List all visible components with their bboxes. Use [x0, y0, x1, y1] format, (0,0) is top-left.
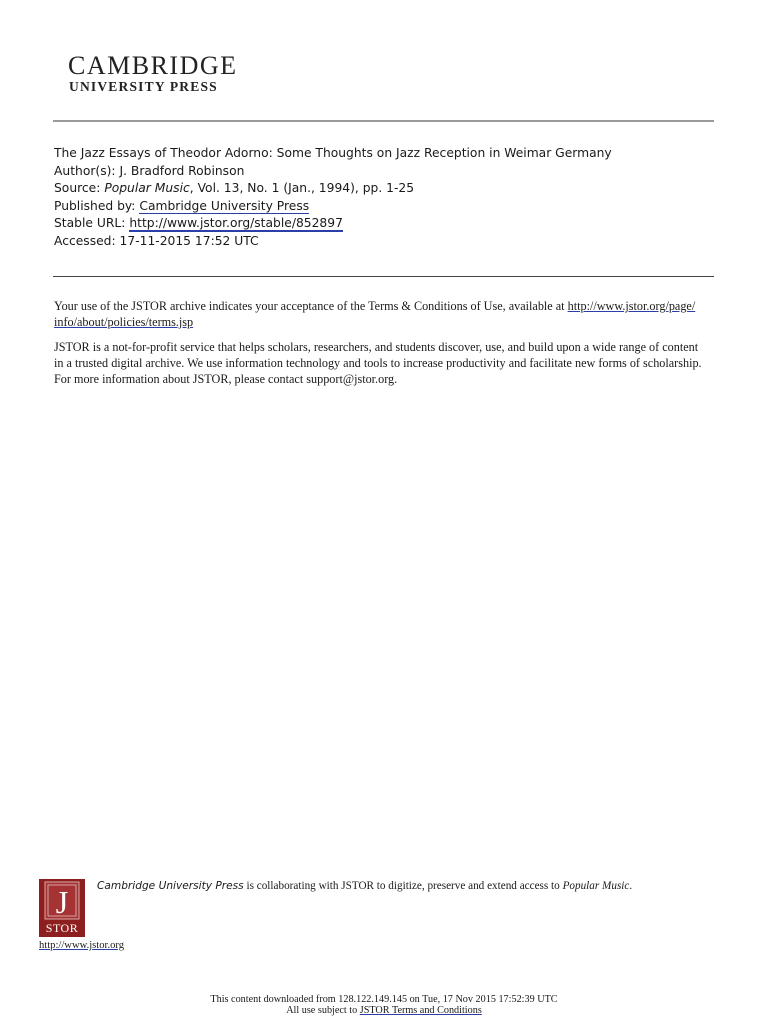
- author-line: [54, 163, 734, 181]
- accessed-line: [54, 233, 734, 251]
- collab-journal: Popular Music: [562, 880, 630, 892]
- publisher-logo-main: CAMBRIDGE: [68, 51, 238, 80]
- author-name: J. Bradford Robinson: [119, 163, 245, 178]
- about-line-2: in a trusted digital archive. We use information technology and tools to increase productivity and facilitate new forms of scholarship.: [54, 355, 702, 370]
- publisher-logo-sub: UNIVERSITY PRESS: [69, 79, 218, 94]
- about-jstor: [54, 340, 754, 387]
- source-details: , Vol. 13, No. 1 (Jan., 1994), pp. 1-25: [189, 181, 415, 195]
- collab-middle: is collaborating with JSTOR to digitize, preserve and extend access to: [243, 880, 563, 892]
- terms-notice: [54, 299, 724, 331]
- usage-notice: [0, 1005, 768, 1017]
- author-label: Author(s):: [54, 163, 116, 178]
- article-title: The Jazz Essays of Theodor Adorno: Some Thoughts on Jazz Reception in Weimar Germany: [54, 146, 612, 160]
- stable-url-label: Stable URL:: [54, 216, 126, 230]
- accessed-label: Accessed:: [54, 233, 116, 248]
- jstor-logo-letter: J: [55, 884, 69, 920]
- stable-url-link[interactable]: http://www.jstor.org/stable/852897: [129, 216, 343, 230]
- citation-block: [54, 145, 734, 250]
- terms-link-continued[interactable]: info/about/policies/terms.jsp: [54, 314, 194, 329]
- usage-prefix: All use subject to: [286, 1005, 360, 1016]
- about-line-3: For more information about JSTOR, please contact support@jstor.org.: [54, 371, 398, 386]
- terms-link[interactable]: http://www.jstor.org/page/: [567, 299, 696, 313]
- collaboration-statement: [97, 880, 632, 892]
- download-notice: This content downloaded from 128.122.149.145 on Tue, 17 Nov 2015 17:52:39 UTC: [210, 994, 558, 1005]
- publisher-link[interactable]: Cambridge University Press: [139, 198, 310, 213]
- source-line: [54, 180, 734, 198]
- top-divider: [53, 120, 714, 122]
- middle-divider: [53, 276, 714, 277]
- source-label: Source:: [54, 181, 101, 195]
- terms-text: Your use of the JSTOR archive indicates your acceptance of the Terms & Conditions of Use, available at: [54, 299, 565, 313]
- collab-end: .: [629, 880, 633, 892]
- journal-name: Popular Music: [104, 181, 190, 195]
- collab-publisher: Cambridge University Press: [97, 880, 244, 892]
- stable-url-line: [54, 215, 734, 233]
- jstor-logo: [39, 879, 85, 937]
- accessed-date: 17-11-2015 17:52 UTC: [119, 233, 259, 248]
- about-line-1: JSTOR is a not-for-profit service that helps scholars, researchers, and students discover, use, and build upon a wide range of content: [54, 340, 699, 354]
- published-label: Published by:: [54, 198, 136, 213]
- published-line: [54, 198, 734, 216]
- jstor-homepage-link[interactable]: http://www.jstor.org: [39, 940, 125, 951]
- jstor-logo-word: STOR: [45, 921, 79, 935]
- jstor-terms-link[interactable]: JSTOR Terms and Conditions: [359, 1005, 482, 1016]
- jstor-emblem-icon: [42, 879, 82, 921]
